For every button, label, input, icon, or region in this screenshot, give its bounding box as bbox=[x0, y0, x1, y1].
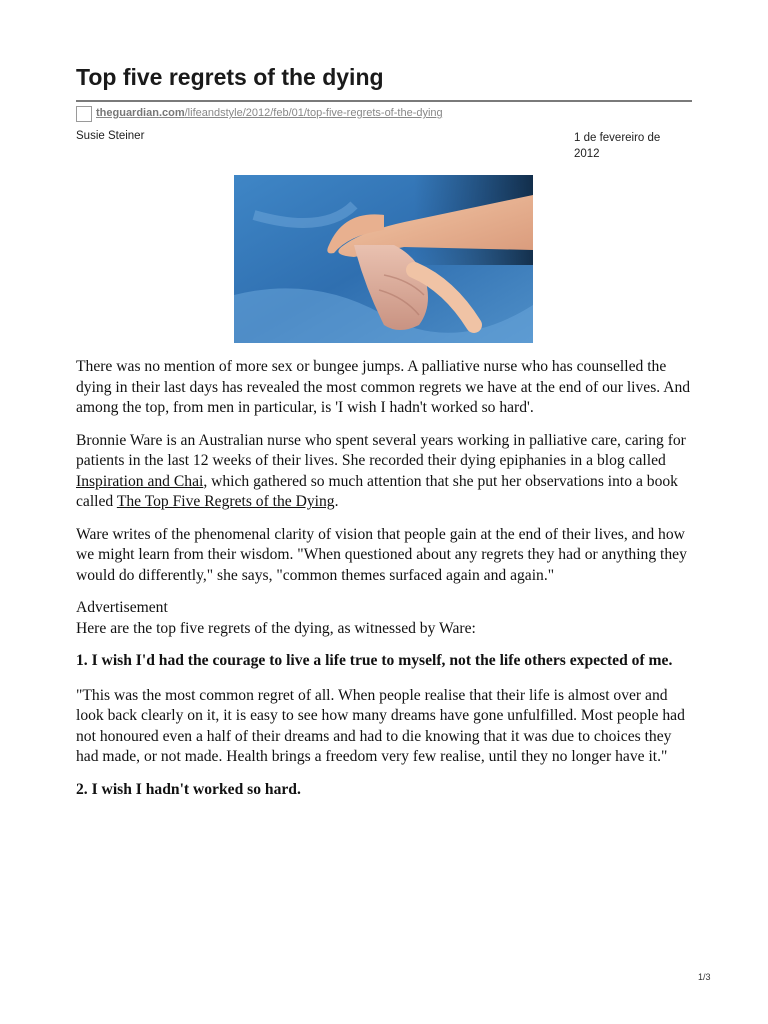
regret-heading-1: 1. I wish I'd had the courage to live a life true to myself, not the life others expected of me. bbox=[76, 652, 673, 669]
source-favicon-icon bbox=[76, 106, 92, 122]
article-title: Top five regrets of the dying bbox=[76, 64, 384, 90]
publish-date: 1 de fevereiro de 2012 bbox=[574, 132, 661, 160]
source-domain[interactable]: theguardian.com bbox=[96, 107, 185, 119]
article-body bbox=[76, 357, 696, 814]
advertisement-label: Advertisement bbox=[76, 599, 168, 616]
text-run: . bbox=[334, 493, 339, 510]
text-run: Bronnie Ware is an Australian nurse who spent several years working in palliative care, caring for patients in the last 12 weeks of their lives. She recorded their dying epiphanies in a blog called bbox=[76, 431, 686, 469]
source-path[interactable]: /lifeandstyle/2012/feb/01/top-five-regrets-of-the-dying bbox=[184, 107, 443, 119]
title-divider bbox=[76, 100, 692, 102]
inspiration-and-chai-link[interactable]: Inspiration and Chai bbox=[76, 472, 204, 490]
author-name: Susie Steiner bbox=[76, 130, 145, 142]
paragraph: There was no mention of more sex or bungee jumps. A palliative nurse who has counselled the dying in their last days has revealed the most common regrets we have at the end of our lives. And among the top, from men in particular, is 'I wish I hadn't worked so hard'. bbox=[76, 358, 691, 416]
article-photo bbox=[234, 175, 533, 343]
page-number: 1/3 bbox=[698, 972, 711, 982]
book-title-link[interactable]: The Top Five Regrets of the Dying bbox=[116, 493, 335, 510]
paragraph: Ware writes of the phenomenal clarity of vision that people gain at the end of their lives, and how we might learn from their wisdom. "When questioned about any regrets they had or anything they would do differently," she says, "common themes surfaced again and again." bbox=[76, 525, 687, 584]
source-link[interactable] bbox=[96, 107, 443, 119]
paragraph: "This was the most common regret of all. When people realise that their life is almost over and look back clearly on it, it is easy to see how many dreams have gone unfulfilled. Most people had not honoured even a half of their dreams and had to die knowing that it was due to choices they had made, or not made. Health brings a freedom very few realise, until they no longer have it." bbox=[76, 686, 685, 765]
paragraph: Here are the top five regrets of the dying, as witnessed by Ware: bbox=[76, 619, 476, 637]
text-run: , which gathered so much attention that she put her observations into a book called bbox=[76, 472, 678, 510]
regret-heading-2: 2. I wish I hadn't worked so hard. bbox=[76, 780, 301, 798]
source-url[interactable] bbox=[96, 107, 443, 119]
paragraph bbox=[76, 431, 696, 513]
